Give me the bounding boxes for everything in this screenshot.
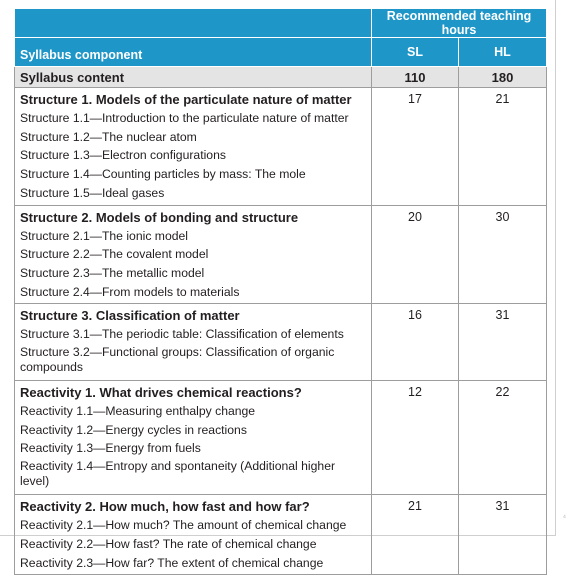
section-content xyxy=(15,205,372,304)
sl-hours: 20 xyxy=(372,205,459,304)
totals-hl: 180 xyxy=(459,67,547,88)
subtopic-item: Structure 1.1—Introduction to the particulate nature of matter xyxy=(20,111,349,125)
hl-hours: 31 xyxy=(459,495,547,575)
teaching-hours-header: Recommended teaching hours xyxy=(372,9,547,38)
hl-hours: 31 xyxy=(459,304,547,381)
sl-hours: 12 xyxy=(372,381,459,495)
subtopic-item: Structure 3.1—The periodic table: Classification of elements xyxy=(20,327,344,342)
header-blank-cell xyxy=(15,9,372,38)
section-row xyxy=(15,381,547,495)
totals-label: Syllabus content xyxy=(15,67,372,88)
section-title: Reactivity 1. What drives chemical reactions? xyxy=(20,385,302,401)
section-content xyxy=(15,88,372,206)
section-title: Reactivity 2. How much, how fast and how far? xyxy=(20,499,310,515)
totals-row xyxy=(15,67,547,88)
totals-sl: 110 xyxy=(372,67,459,88)
section-title: Structure 2. Models of bonding and structure xyxy=(20,209,299,225)
subtopic-item: Reactivity 1.4—Entropy and spontaneity (Additional higher level) xyxy=(20,459,336,489)
section-content xyxy=(15,495,372,575)
subtopic-item: Structure 1.2—The nuclear atom xyxy=(20,129,197,144)
hl-hours: 30 xyxy=(459,205,547,304)
sl-header: SL xyxy=(372,38,459,67)
subtopic-item: Structure 3.2—Functional groups: Classification of organic compounds xyxy=(20,345,335,375)
subtopic-item: Structure 2.2—The covalent model xyxy=(20,247,209,262)
subtopic-item: Structure 1.5—Ideal gases xyxy=(20,185,165,200)
section-content xyxy=(15,381,372,495)
subtopic-item: Structure 2.3—The metallic model xyxy=(20,265,205,280)
subtopic-item: Structure 1.3—Electron configurations xyxy=(20,148,226,163)
subtopic-item: Reactivity 2.1—How much? The amount of chemical change xyxy=(20,518,347,533)
sl-hours: 16 xyxy=(372,304,459,381)
section-title: Structure 3. Classification of matter xyxy=(20,308,240,324)
subtopic-item: Structure 1.4—Counting particles by mass: The mole xyxy=(20,167,306,182)
sl-hours: 21 xyxy=(372,495,459,575)
sl-hours: 17 xyxy=(372,88,459,206)
syllabus-component-header: Syllabus component xyxy=(15,38,372,67)
subtopic-item: Structure 2.4—From models to materials xyxy=(20,284,240,299)
subtopic-item: Reactivity 2.2—How fast? The rate of chemical change xyxy=(20,536,317,551)
header-row-top xyxy=(15,9,547,38)
subtopic-item: Reactivity 2.3—How far? The extent of chemical change xyxy=(20,555,324,570)
section-row xyxy=(15,304,547,381)
edge-mark: ⁴ xyxy=(562,513,566,522)
section-row xyxy=(15,495,547,575)
hl-header: HL xyxy=(459,38,547,67)
section-row xyxy=(15,205,547,304)
section-row xyxy=(15,88,547,206)
hl-hours: 22 xyxy=(459,381,547,495)
header-row-bottom xyxy=(15,38,547,67)
subtopic-item: Reactivity 1.2—Energy cycles in reactions xyxy=(20,422,247,437)
subtopic-item: Reactivity 1.1—Measuring enthalpy change xyxy=(20,404,256,419)
section-title: Structure 1. Models of the particulate nature of matter xyxy=(20,92,352,107)
section-content xyxy=(15,304,372,381)
subtopic-item: Structure 2.1—The ionic model xyxy=(20,228,188,243)
syllabus-table xyxy=(14,8,547,575)
hl-hours: 21 xyxy=(459,88,547,206)
subtopic-item: Reactivity 1.3—Energy from fuels xyxy=(20,441,201,456)
